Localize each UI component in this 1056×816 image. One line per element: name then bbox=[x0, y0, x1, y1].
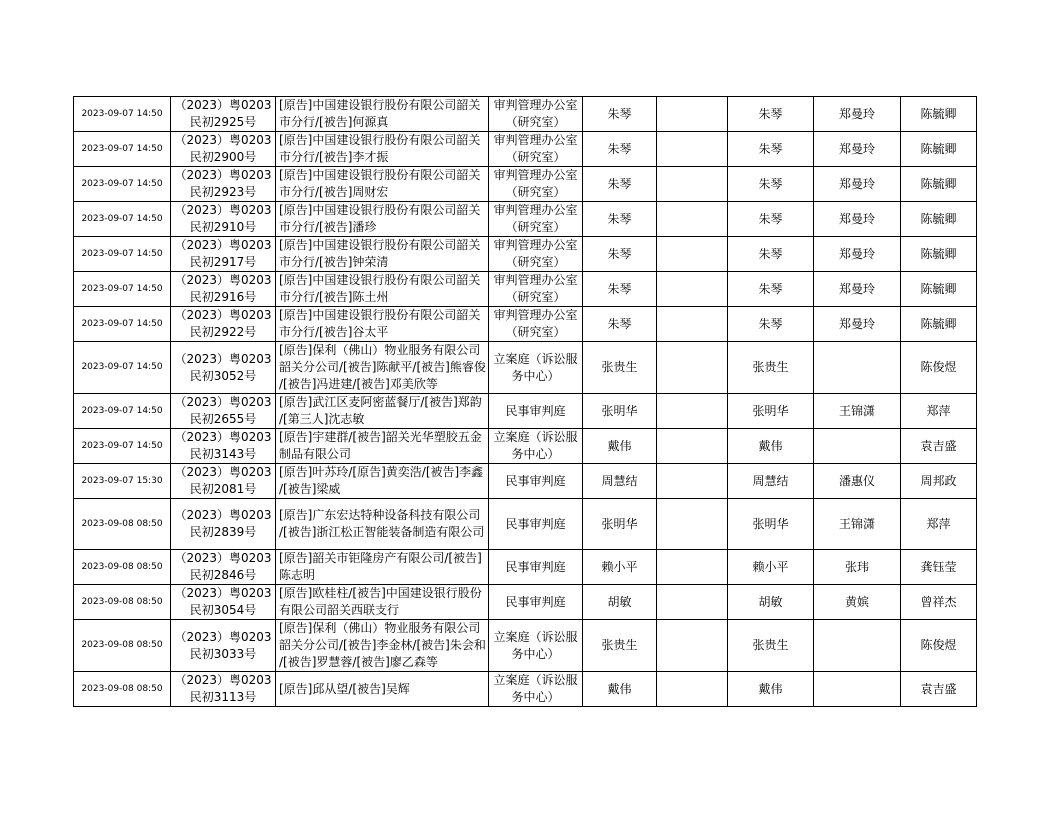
judge-cell: 张贵生 bbox=[583, 342, 657, 394]
judge-cell: 戴伟 bbox=[583, 672, 657, 707]
presiding-judge-cell: 张明华 bbox=[728, 394, 814, 429]
department-cell bbox=[489, 672, 583, 707]
hearing-time-cell: 2023-09-07 14:50 bbox=[74, 394, 171, 429]
case-number-cell bbox=[171, 342, 276, 394]
department-line: 审判管理办公室 bbox=[493, 273, 578, 287]
presiding-judge-cell: 赖小平 bbox=[728, 550, 814, 585]
case-number-line: （2023）粤0203 bbox=[174, 273, 272, 287]
hearing-time-cell: 2023-09-08 08:50 bbox=[74, 672, 171, 707]
parties-cell bbox=[276, 394, 489, 429]
case-number-line: （2023）粤0203 bbox=[174, 351, 272, 366]
judge-assistant-cell: 郑曼玲 bbox=[814, 202, 901, 237]
department-line: 审判管理办公室 bbox=[493, 308, 578, 322]
hearing-time-cell: 2023-09-07 14:50 bbox=[74, 429, 171, 464]
hearing-time-cell: 2023-09-07 14:50 bbox=[74, 272, 171, 307]
empty-cell bbox=[657, 342, 728, 394]
table-row bbox=[74, 132, 977, 167]
department-cell bbox=[489, 237, 583, 272]
case-number-line: （2023）粤0203 bbox=[174, 508, 272, 522]
case-number-line: （2023）粤0203 bbox=[174, 308, 272, 322]
parties-cell bbox=[276, 237, 489, 272]
clerk-cell: 周邦政 bbox=[901, 464, 977, 499]
clerk-cell: 陈毓卿 bbox=[901, 237, 977, 272]
judge-cell: 朱琴 bbox=[583, 97, 657, 132]
judge-assistant-cell: 郑曼玲 bbox=[814, 97, 901, 132]
presiding-judge-cell: 周慧结 bbox=[728, 464, 814, 499]
department-line: （研究室） bbox=[505, 255, 566, 269]
case-number-cell bbox=[171, 429, 276, 464]
department-line: （研究室） bbox=[505, 185, 566, 199]
department-cell bbox=[489, 132, 583, 167]
empty-cell bbox=[657, 429, 728, 464]
clerk-cell: 陈毓卿 bbox=[901, 202, 977, 237]
clerk-cell: 郑萍 bbox=[901, 499, 977, 550]
table-row bbox=[74, 97, 977, 132]
empty-cell bbox=[657, 394, 728, 429]
parties-cell bbox=[276, 429, 489, 464]
parties-cell bbox=[276, 620, 489, 672]
empty-cell bbox=[657, 672, 728, 707]
judge-cell: 朱琴 bbox=[583, 237, 657, 272]
parties-line: 韶关分公司/[被告]李金林/[被告]朱会和 bbox=[279, 638, 486, 652]
clerk-cell: 袁吉盛 bbox=[901, 672, 977, 707]
judge-cell: 周慧结 bbox=[583, 464, 657, 499]
judge-assistant-cell: 郑曼玲 bbox=[814, 132, 901, 167]
parties-cell bbox=[276, 672, 489, 707]
table-row bbox=[74, 429, 977, 464]
presiding-judge-cell: 戴伟 bbox=[728, 429, 814, 464]
department-cell bbox=[489, 550, 583, 585]
parties-line: /[第三人]沈志敏 bbox=[279, 412, 365, 426]
case-number-line: 民初2839号 bbox=[189, 525, 257, 539]
case-number-line: （2023）粤0203 bbox=[174, 98, 272, 112]
case-number-cell bbox=[171, 672, 276, 707]
hearing-time-cell: 2023-09-08 08:50 bbox=[74, 499, 171, 550]
parties-line: /[被告]冯进建/[被告]邓美欣等 bbox=[279, 377, 438, 391]
judge-cell: 胡敏 bbox=[583, 585, 657, 620]
clerk-cell: 陈毓卿 bbox=[901, 167, 977, 202]
case-number-cell bbox=[171, 499, 276, 550]
case-number-line: （2023）粤0203 bbox=[174, 168, 272, 182]
clerk-cell: 袁吉盛 bbox=[901, 429, 977, 464]
department-cell bbox=[489, 394, 583, 429]
parties-line: [原告]中国建设银行股份有限公司韶关 bbox=[279, 168, 481, 182]
empty-cell bbox=[657, 132, 728, 167]
hearing-time-cell: 2023-09-07 15:30 bbox=[74, 464, 171, 499]
judge-cell: 朱琴 bbox=[583, 307, 657, 342]
hearing-time-cell: 2023-09-07 14:50 bbox=[74, 132, 171, 167]
clerk-cell: 曾祥杰 bbox=[901, 585, 977, 620]
parties-line: [原告]中国建设银行股份有限公司韶关 bbox=[279, 308, 481, 322]
department-line: 审判管理办公室 bbox=[493, 203, 578, 217]
hearing-time-cell: 2023-09-08 08:50 bbox=[74, 620, 171, 672]
department-line: 立案庭（诉讼服 bbox=[493, 430, 578, 444]
department-line: 务中心） bbox=[511, 447, 560, 461]
presiding-judge-cell: 张明华 bbox=[728, 499, 814, 550]
department-line: （研究室） bbox=[505, 290, 566, 304]
case-number-line: （2023）粤0203 bbox=[174, 673, 272, 687]
clerk-cell: 陈俊煜 bbox=[901, 620, 977, 672]
parties-line: 韶关分公司/[被告]陈献平/[被告]熊睿俊 bbox=[279, 360, 486, 374]
table-row bbox=[74, 585, 977, 620]
judge-cell: 朱琴 bbox=[583, 167, 657, 202]
judge-assistant-cell: 郑曼玲 bbox=[814, 237, 901, 272]
parties-line: 市分行/[被告]周财宏 bbox=[279, 185, 389, 199]
case-number-line: 民初3054号 bbox=[189, 603, 257, 617]
department-cell bbox=[489, 620, 583, 672]
table-row bbox=[74, 672, 977, 707]
parties-line: 市分行/[被告]潘珍 bbox=[279, 220, 377, 234]
hearing-time-cell: 2023-09-07 14:50 bbox=[74, 97, 171, 132]
judge-cell: 朱琴 bbox=[583, 272, 657, 307]
empty-cell bbox=[657, 585, 728, 620]
judge-assistant-cell: 王锦潇 bbox=[814, 394, 901, 429]
hearing-schedule-table bbox=[73, 96, 977, 707]
department-line: 民事审判庭 bbox=[505, 516, 566, 531]
parties-cell bbox=[276, 550, 489, 585]
parties-line: 市分行/[被告]陈土州 bbox=[279, 290, 389, 304]
parties-cell bbox=[276, 97, 489, 132]
department-line: 务中心） bbox=[511, 690, 560, 704]
presiding-judge-cell: 朱琴 bbox=[728, 272, 814, 307]
clerk-cell: 陈毓卿 bbox=[901, 307, 977, 342]
clerk-cell: 陈毓卿 bbox=[901, 272, 977, 307]
department-line: 民事审判庭 bbox=[505, 559, 566, 574]
case-number-line: 民初2900号 bbox=[189, 150, 257, 164]
department-line: 务中心） bbox=[511, 368, 560, 383]
parties-line: [原告]中国建设银行股份有限公司韶关 bbox=[279, 203, 481, 217]
clerk-cell: 陈毓卿 bbox=[901, 97, 977, 132]
parties-cell bbox=[276, 272, 489, 307]
presiding-judge-cell: 朱琴 bbox=[728, 132, 814, 167]
empty-cell bbox=[657, 97, 728, 132]
parties-line: [原告]保利（佛山）物业服务有限公司 bbox=[279, 343, 481, 357]
parties-line: [原告]韶关市钜隆房产有限公司/[被告] bbox=[279, 551, 482, 565]
clerk-cell: 龚钰莹 bbox=[901, 550, 977, 585]
clerk-cell: 郑萍 bbox=[901, 394, 977, 429]
judge-cell: 朱琴 bbox=[583, 132, 657, 167]
presiding-judge-cell: 张贵生 bbox=[728, 342, 814, 394]
parties-line: [原告]中国建设银行股份有限公司韶关 bbox=[279, 238, 481, 252]
case-number-cell bbox=[171, 272, 276, 307]
parties-line: [原告]保利（佛山）物业服务有限公司 bbox=[279, 621, 481, 635]
table-row bbox=[74, 272, 977, 307]
department-line: 立案庭（诉讼服 bbox=[493, 673, 578, 687]
parties-line: /[被告]梁威 bbox=[279, 482, 341, 496]
parties-line: [原告]叶苏玲/[原告]黄奕浩/[被告]李鑫 bbox=[279, 465, 484, 479]
judge-assistant-cell bbox=[814, 672, 901, 707]
judge-cell: 赖小平 bbox=[583, 550, 657, 585]
presiding-judge-cell: 胡敏 bbox=[728, 585, 814, 620]
case-number-line: 民初2081号 bbox=[189, 482, 257, 496]
judge-cell: 张贵生 bbox=[583, 620, 657, 672]
empty-cell bbox=[657, 272, 728, 307]
department-line: 立案庭（诉讼服 bbox=[493, 351, 578, 366]
case-number-line: 民初2925号 bbox=[189, 115, 257, 129]
case-number-line: 民初2846号 bbox=[189, 568, 257, 582]
department-cell bbox=[489, 97, 583, 132]
department-line: 审判管理办公室 bbox=[493, 133, 578, 147]
judge-cell: 张明华 bbox=[583, 499, 657, 550]
judge-assistant-cell: 黄嫔 bbox=[814, 585, 901, 620]
case-number-line: （2023）粤0203 bbox=[174, 238, 272, 252]
parties-cell bbox=[276, 202, 489, 237]
judge-assistant-cell bbox=[814, 342, 901, 394]
presiding-judge-cell: 朱琴 bbox=[728, 237, 814, 272]
judge-assistant-cell bbox=[814, 429, 901, 464]
department-line: 审判管理办公室 bbox=[493, 168, 578, 182]
empty-cell bbox=[657, 167, 728, 202]
department-cell bbox=[489, 464, 583, 499]
case-number-line: （2023）粤0203 bbox=[174, 629, 272, 644]
department-line: 务中心） bbox=[511, 646, 560, 661]
presiding-judge-cell: 朱琴 bbox=[728, 167, 814, 202]
hearing-time-cell: 2023-09-07 14:50 bbox=[74, 307, 171, 342]
department-line: 民事审判庭 bbox=[505, 403, 566, 418]
parties-cell bbox=[276, 499, 489, 550]
table-row bbox=[74, 620, 977, 672]
presiding-judge-cell: 张贵生 bbox=[728, 620, 814, 672]
department-cell bbox=[489, 342, 583, 394]
department-cell bbox=[489, 167, 583, 202]
parties-line: [原告]武江区麦阿密蓝餐厅/[被告]郑韵 bbox=[279, 395, 482, 409]
table-row bbox=[74, 394, 977, 429]
parties-line: 市分行/[被告]钟荣清 bbox=[279, 255, 389, 269]
case-number-line: 民初2655号 bbox=[189, 412, 257, 426]
judge-assistant-cell: 王锦潇 bbox=[814, 499, 901, 550]
parties-line: 制品有限公司 bbox=[279, 447, 352, 461]
case-number-line: 民初3033号 bbox=[189, 646, 257, 661]
case-number-line: 民初2922号 bbox=[189, 325, 257, 339]
table-row bbox=[74, 499, 977, 550]
empty-cell bbox=[657, 307, 728, 342]
department-cell bbox=[489, 499, 583, 550]
case-number-line: 民初2910号 bbox=[189, 220, 257, 234]
case-number-line: 民初3143号 bbox=[189, 447, 257, 461]
table-row bbox=[74, 342, 977, 394]
empty-cell bbox=[657, 237, 728, 272]
hearing-time-cell: 2023-09-07 14:50 bbox=[74, 237, 171, 272]
department-cell bbox=[489, 585, 583, 620]
judge-assistant-cell: 郑曼玲 bbox=[814, 167, 901, 202]
parties-line: [原告]中国建设银行股份有限公司韶关 bbox=[279, 133, 481, 147]
parties-line: [原告]宇建群/[被告]韶关光华塑胶五金 bbox=[279, 430, 482, 444]
department-line: （研究室） bbox=[505, 150, 566, 164]
hearing-time-cell: 2023-09-08 08:50 bbox=[74, 585, 171, 620]
judge-cell: 张明华 bbox=[583, 394, 657, 429]
parties-cell bbox=[276, 464, 489, 499]
case-number-line: （2023）粤0203 bbox=[174, 395, 272, 409]
case-number-line: 民初2916号 bbox=[189, 290, 257, 304]
parties-line: 市分行/[被告]谷太平 bbox=[279, 325, 389, 339]
empty-cell bbox=[657, 620, 728, 672]
department-line: （研究室） bbox=[505, 220, 566, 234]
case-number-cell bbox=[171, 237, 276, 272]
parties-cell bbox=[276, 342, 489, 394]
case-number-line: （2023）粤0203 bbox=[174, 430, 272, 444]
department-line: 民事审判庭 bbox=[505, 473, 566, 488]
parties-line: /[被告]浙江松正智能装备制造有限公司 bbox=[279, 525, 485, 539]
case-number-line: （2023）粤0203 bbox=[174, 203, 272, 217]
case-number-cell bbox=[171, 167, 276, 202]
judge-cell: 朱琴 bbox=[583, 202, 657, 237]
department-line: 民事审判庭 bbox=[505, 594, 566, 609]
parties-line: [原告]中国建设银行股份有限公司韶关 bbox=[279, 273, 481, 287]
judge-assistant-cell bbox=[814, 620, 901, 672]
table-row bbox=[74, 464, 977, 499]
case-number-cell bbox=[171, 132, 276, 167]
department-line: 审判管理办公室 bbox=[493, 98, 578, 112]
empty-cell bbox=[657, 464, 728, 499]
case-number-cell bbox=[171, 307, 276, 342]
parties-line: 市分行/[被告]何源真 bbox=[279, 115, 389, 129]
case-number-line: （2023）粤0203 bbox=[174, 133, 272, 147]
judge-assistant-cell: 郑曼玲 bbox=[814, 307, 901, 342]
presiding-judge-cell: 朱琴 bbox=[728, 202, 814, 237]
clerk-cell: 陈俊煜 bbox=[901, 342, 977, 394]
case-number-cell bbox=[171, 202, 276, 237]
case-number-cell bbox=[171, 97, 276, 132]
case-number-line: （2023）粤0203 bbox=[174, 551, 272, 565]
judge-assistant-cell: 郑曼玲 bbox=[814, 272, 901, 307]
clerk-cell: 陈毓卿 bbox=[901, 132, 977, 167]
judge-assistant-cell: 张玮 bbox=[814, 550, 901, 585]
department-line: （研究室） bbox=[505, 115, 566, 129]
parties-cell bbox=[276, 585, 489, 620]
case-number-line: （2023）粤0203 bbox=[174, 586, 272, 600]
case-number-cell bbox=[171, 620, 276, 672]
parties-line: 市分行/[被告]李才振 bbox=[279, 150, 389, 164]
case-number-line: （2023）粤0203 bbox=[174, 465, 272, 479]
parties-line: [原告]广东宏达特种设备科技有限公司 bbox=[279, 508, 481, 522]
table-row bbox=[74, 167, 977, 202]
judge-assistant-cell: 潘惠仪 bbox=[814, 464, 901, 499]
department-cell bbox=[489, 272, 583, 307]
parties-line: [原告]中国建设银行股份有限公司韶关 bbox=[279, 98, 481, 112]
table-row bbox=[74, 550, 977, 585]
department-line: 审判管理办公室 bbox=[493, 238, 578, 252]
table-row bbox=[74, 307, 977, 342]
parties-cell bbox=[276, 167, 489, 202]
hearing-time-cell: 2023-09-07 14:50 bbox=[74, 167, 171, 202]
case-number-line: 民初2923号 bbox=[189, 185, 257, 199]
judge-cell: 戴伟 bbox=[583, 429, 657, 464]
empty-cell bbox=[657, 550, 728, 585]
parties-line: [原告]邱从望/[被告]吴辉 bbox=[279, 681, 410, 696]
department-cell bbox=[489, 307, 583, 342]
empty-cell bbox=[657, 499, 728, 550]
hearing-time-cell: 2023-09-07 14:50 bbox=[74, 342, 171, 394]
hearing-time-cell: 2023-09-08 08:50 bbox=[74, 550, 171, 585]
case-number-cell bbox=[171, 464, 276, 499]
case-number-line: 民初2917号 bbox=[189, 255, 257, 269]
department-cell bbox=[489, 202, 583, 237]
parties-line: [原告]欧桂柱/[被告]中国建设银行股份 bbox=[279, 586, 482, 600]
table-row bbox=[74, 237, 977, 272]
presiding-judge-cell: 朱琴 bbox=[728, 97, 814, 132]
presiding-judge-cell: 朱琴 bbox=[728, 307, 814, 342]
empty-cell bbox=[657, 202, 728, 237]
parties-line: /[被告]罗慧蓉/[被告]廖乙森等 bbox=[279, 655, 438, 669]
case-number-line: 民初3113号 bbox=[189, 690, 257, 704]
parties-cell bbox=[276, 307, 489, 342]
case-number-cell bbox=[171, 550, 276, 585]
case-number-line: 民初3052号 bbox=[189, 368, 257, 383]
hearing-time-cell: 2023-09-07 14:50 bbox=[74, 202, 171, 237]
department-line: （研究室） bbox=[505, 325, 566, 339]
table-row bbox=[74, 202, 977, 237]
parties-line: 陈志明 bbox=[279, 568, 316, 582]
department-line: 立案庭（诉讼服 bbox=[493, 629, 578, 644]
parties-line: 有限公司韶关西联支行 bbox=[279, 603, 400, 617]
case-number-cell bbox=[171, 394, 276, 429]
department-cell bbox=[489, 429, 583, 464]
parties-cell bbox=[276, 132, 489, 167]
case-number-cell bbox=[171, 585, 276, 620]
presiding-judge-cell: 戴伟 bbox=[728, 672, 814, 707]
